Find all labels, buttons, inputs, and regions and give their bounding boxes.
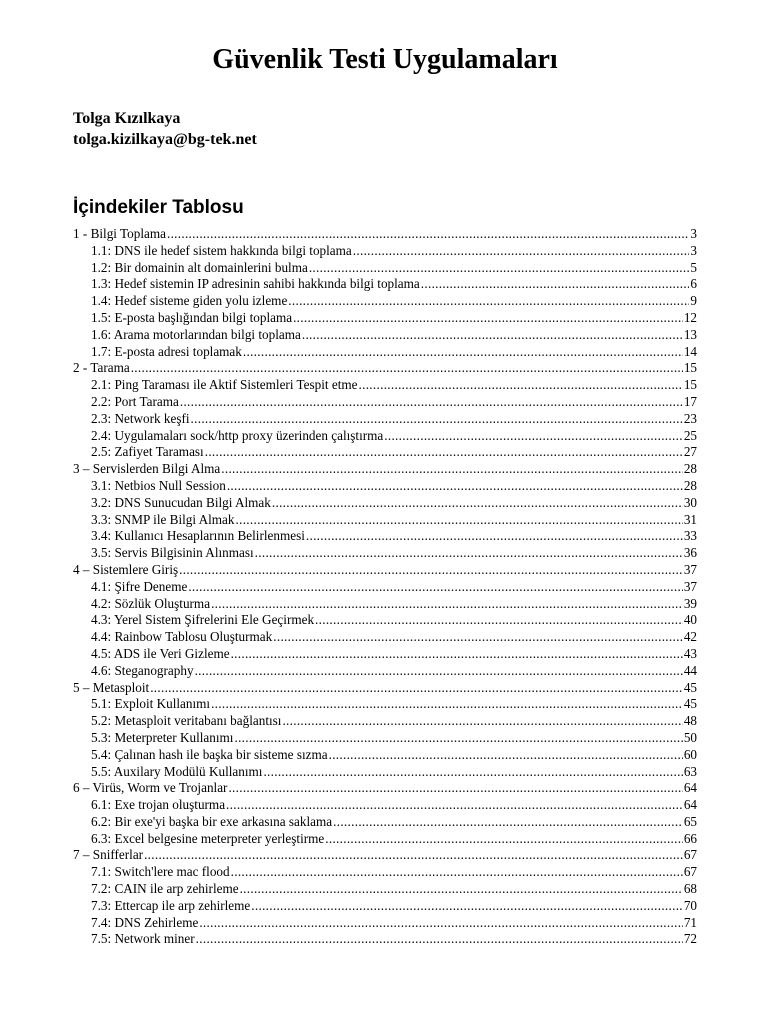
toc-dot-leader [221,461,683,478]
toc-dot-leader [205,444,683,461]
toc-entry-label: 1 - Bilgi Toplama [73,226,166,241]
toc-entry-page-number: 64 [683,797,697,813]
toc-entry-label: 1.4: Hedef sisteme giden yolu izleme [91,293,288,309]
toc-dot-leader [167,226,689,243]
toc-entry-page-number: 5 [690,259,697,275]
toc-entry[interactable] [73,747,697,764]
toc-entry[interactable] [73,780,697,797]
toc-entry[interactable] [73,680,697,697]
toc-dot-leader [211,596,683,613]
toc-entry-label: 5.4: Çalınan hash ile başka bir sisteme sızma [91,746,328,762]
toc-dot-leader [293,310,683,327]
toc-entry-page-number: 72 [683,931,697,947]
toc-dot-leader [329,747,683,764]
toc-entry-label: 2.1: Ping Taraması ile Aktif Sistemleri Tespit etme [91,377,358,393]
toc-entry[interactable] [73,931,697,948]
toc-entry[interactable] [73,898,697,915]
toc-entry-label: 4.5: ADS ile Veri Gizleme [91,645,230,661]
toc-entry-label: 2 - Tarama [73,360,130,376]
toc-entry-label: 1.1: DNS ile hedef sistem hakkında bilgi toplama [91,242,352,258]
toc-entry-page-number: 37 [683,578,697,594]
toc-entry[interactable] [73,478,697,495]
toc-entry-page-number: 43 [683,645,697,661]
toc-entry[interactable] [73,612,697,629]
toc-entry-page-number: 30 [683,494,697,510]
toc-entry-page-number: 25 [683,427,697,443]
toc-entry-label: 4.3: Yerel Sistem Şifrelerini Ele Geçirmek [91,612,315,628]
toc-entry-page-number: 33 [683,528,697,544]
toc-dot-leader [150,680,683,697]
toc-entry-label: 2.4: Uygulamaları sock/http proxy üzerinden çalıştırma [91,427,384,443]
toc-entry-label: 3.2: DNS Sunucudan Bilgi Almak [91,494,271,510]
toc-dot-leader [315,612,683,629]
toc-entry-page-number: 42 [683,629,697,645]
toc-entry-label: 1.6: Arama motorlarından bilgi toplama [91,326,301,342]
toc-entry-label: 4.4: Rainbow Tablosu Oluşturmak [91,629,273,645]
toc-entry[interactable] [73,596,697,613]
toc-dot-leader [131,360,683,377]
toc-dot-leader [144,847,683,864]
toc-dot-leader [211,696,683,713]
toc-entry-page-number: 15 [683,377,697,393]
toc-entry[interactable] [73,847,697,864]
toc-dot-leader [227,478,683,495]
toc-dot-leader [288,293,689,310]
toc-entry[interactable] [73,579,697,596]
toc-entry-label: 7.1: Switch'lere mac flood [91,864,230,880]
toc-entry-page-number: 60 [683,746,697,762]
toc-entry[interactable] [73,881,697,898]
toc-dot-leader [421,276,690,293]
toc-entry-label: 4.6: Steganography [91,662,194,678]
toc-entry-page-number: 14 [683,343,697,359]
toc-entry-page-number: 13 [683,326,697,342]
toc-dot-leader [272,495,683,512]
document-title: Güvenlik Testi Uygulamaları [212,44,558,75]
author-name: Tolga Kızılkaya [73,110,181,127]
toc-entry-label: 2.5: Zafiyet Taraması [91,444,204,460]
toc-entry[interactable] [73,495,697,512]
toc-entry[interactable] [73,310,697,327]
toc-dot-leader [282,713,682,730]
toc-entry[interactable] [73,411,697,428]
toc-dot-leader [263,764,682,781]
toc-dot-leader [243,344,683,361]
toc-entry[interactable] [73,831,697,848]
toc-entry-label: 6 – Virüs, Worm ve Trojanlar [73,780,228,796]
toc-entry[interactable] [73,562,697,579]
toc-entry-page-number: 23 [683,410,697,426]
toc-entry-label: 4.2: Sözlük Oluşturma [91,595,211,611]
toc-entry[interactable] [73,276,697,293]
toc-entry[interactable] [73,797,697,814]
toc-entry-page-number: 40 [683,612,697,628]
toc-dot-leader [353,243,690,260]
toc-entry[interactable] [73,377,697,394]
author-email: tolga.kizilkaya@bg-tek.net [73,131,257,148]
toc-entry-page-number: 28 [683,461,697,477]
toc-entry-page-number: 3 [690,242,697,258]
toc-entry-page-number: 9 [690,293,697,309]
toc-dot-leader [251,898,683,915]
toc-dot-leader [226,797,683,814]
toc-entry-page-number: 66 [683,830,697,846]
toc-dot-leader [236,512,683,529]
toc-entry-page-number: 48 [683,713,697,729]
toc-entry-page-number: 67 [683,847,697,863]
toc-entry[interactable] [73,915,697,932]
toc-entry-label: 5.3: Meterpreter Kullanımı [91,729,234,745]
toc-entry[interactable] [73,344,697,361]
toc-dot-leader [333,814,683,831]
toc-entry-label: 3.4: Kullanıcı Hesaplarının Belirlenmesi [91,528,305,544]
toc-entry-label: 3 – Servislerden Bilgi Alma [73,461,221,477]
toc-entry-page-number: 64 [683,780,697,796]
toc-entry-label: 5.5: Auxilary Modülü Kullanımı [91,763,263,779]
toc-entry-label: 4 – Sistemlere Giriş [73,561,179,577]
toc-dot-leader [306,528,683,545]
toc-entry-label: 5.2: Metasploit veritabanı bağlantısı [91,713,282,729]
toc-entry[interactable] [73,696,697,713]
toc-entry-label: 4.1: Şifre Deneme [91,578,188,594]
toc-entry-label: 2.3: Network keşfi [91,410,190,426]
toc-entry-label: 1.2: Bir domainin alt domainlerini bulma [91,259,308,275]
toc-entry-page-number: 27 [683,444,697,460]
toc-dot-leader [384,428,683,445]
toc-entry[interactable] [73,528,697,545]
toc-entry-page-number: 3 [690,226,697,241]
toc-entry-page-number: 45 [683,679,697,695]
toc-entry-page-number: 45 [683,696,697,712]
toc-entry-label: 7.4: DNS Zehirleme [91,914,199,930]
toc-dot-leader [231,864,683,881]
toc-entry-page-number: 37 [683,561,697,577]
toc-entry-label: 6.2: Bir exe'yi başka bir exe arkasına saklama [91,813,333,829]
toc-entry-page-number: 44 [683,662,697,678]
toc-entry-page-number: 68 [683,881,697,897]
toc-entry-label: 6.3: Excel belgesine meterpreter yerleştirme [91,830,325,846]
toc-entry[interactable] [73,360,697,377]
toc-entry-page-number: 17 [683,393,697,409]
toc-entry-page-number: 12 [683,309,697,325]
toc-entry[interactable] [73,428,697,445]
toc-entry-label: 7.5: Network miner [91,931,195,947]
toc-entry-page-number: 28 [683,477,697,493]
toc-entry[interactable] [73,864,697,881]
toc-dot-leader [199,915,683,932]
toc-entry-page-number: 63 [683,763,697,779]
toc-entry[interactable] [73,646,697,663]
table-of-contents [73,226,697,948]
toc-entry-page-number: 70 [683,897,697,913]
toc-entry-label: 3.5: Servis Bilgisinin Alınması [91,545,254,561]
toc-entry-label: 1.3: Hedef sistemin IP adresinin sahibi hakkında bilgi toplama [91,276,420,292]
toc-entry-page-number: 39 [683,595,697,611]
toc-entry-page-number: 67 [683,864,697,880]
toc-entry-page-number: 71 [683,914,697,930]
toc-entry-label: 6.1: Exe trojan oluşturma [91,797,226,813]
toc-dot-leader [234,730,682,747]
toc-dot-leader [359,377,683,394]
toc-entry[interactable] [73,226,697,243]
toc-dot-leader [302,327,683,344]
toc-dot-leader [273,629,683,646]
toc-dot-leader [180,394,683,411]
toc-dot-leader [196,931,683,948]
toc-entry-label: 3.3: SNMP ile Bilgi Almak [91,511,235,527]
toc-entry-page-number: 36 [683,545,697,561]
toc-dot-leader [325,831,683,848]
toc-entry-label: 3.1: Netbios Null Session [91,477,226,493]
toc-entry[interactable] [73,243,697,260]
toc-dot-leader [231,646,683,663]
toc-dot-leader [195,663,683,680]
toc-entry-label: 7.2: CAIN ile arp zehirleme [91,881,239,897]
toc-entry-label: 1.5: E-posta başlığından bilgi toplama [91,309,293,325]
toc-entry[interactable] [73,327,697,344]
toc-entry[interactable] [73,713,697,730]
toc-entry-label: 1.7: E-posta adresi toplamak [91,343,242,359]
toc-entry[interactable] [73,730,697,747]
toc-entry[interactable] [73,545,697,562]
toc-entry-label: 7 – Snifferlar [73,847,144,863]
toc-entry-page-number: 6 [690,276,697,292]
toc-dot-leader [179,562,683,579]
toc-entry-page-number: 50 [683,729,697,745]
toc-entry[interactable] [73,764,697,781]
toc-entry-label: 7.3: Ettercap ile arp zehirleme [91,897,251,913]
toc-dot-leader [255,545,683,562]
toc-entry[interactable] [73,444,697,461]
toc-entry-page-number: 65 [683,813,697,829]
toc-entry-label: 5.1: Exploit Kullanımı [91,696,211,712]
toc-entry-page-number: 31 [683,511,697,527]
toc-entry-page-number: 15 [683,360,697,376]
toc-dot-leader [309,260,690,277]
toc-entry[interactable] [73,663,697,680]
toc-entry[interactable] [73,260,697,277]
toc-entry[interactable] [73,512,697,529]
toc-dot-leader [188,579,683,596]
toc-dot-leader [228,780,682,797]
toc-entry[interactable] [73,394,697,411]
toc-heading: İçindekiler Tablosu [73,197,244,218]
toc-dot-leader [240,881,683,898]
toc-dot-leader [191,411,683,428]
toc-entry[interactable] [73,461,697,478]
toc-entry[interactable] [73,629,697,646]
toc-entry[interactable] [73,814,697,831]
toc-entry[interactable] [73,293,697,310]
toc-entry-label: 2.2: Port Tarama [91,393,179,409]
toc-entry-label: 5 – Metasploit [73,679,150,695]
